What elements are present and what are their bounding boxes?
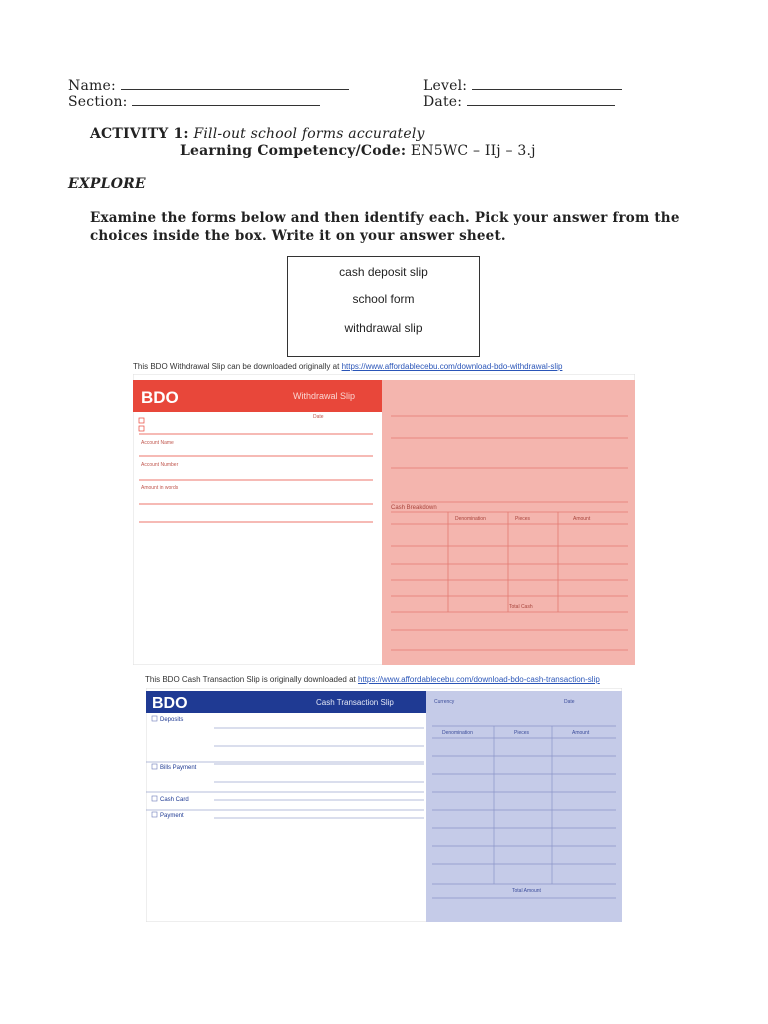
activity-line xyxy=(90,126,425,142)
cash-item-cash-card: Cash Card xyxy=(160,797,189,803)
name-label: Name: xyxy=(68,78,116,94)
withdrawal-caption-link[interactable]: https://www.affordablecebu.com/download-bdo-withdrawal-slip xyxy=(341,362,563,371)
level-blank[interactable] xyxy=(472,77,622,90)
date-label: Date: xyxy=(423,94,463,110)
cash-title: Cash Transaction Slip xyxy=(316,698,394,707)
choices-box xyxy=(287,256,480,357)
activity-title: ACTIVITY 1: xyxy=(90,126,189,142)
withdrawal-logo: BDO xyxy=(141,388,179,407)
withdrawal-caption-text: This BDO Withdrawal Slip can be downloaded originally at xyxy=(133,362,340,371)
competency-label: Learning Competency/Code: xyxy=(180,143,407,159)
cash-logo: BDO xyxy=(152,695,188,712)
section-line xyxy=(68,93,320,110)
cash-currency-label: Currency xyxy=(434,699,455,705)
name-blank[interactable] xyxy=(121,77,349,90)
withdrawal-field-account-number: Account Number xyxy=(141,462,179,468)
withdrawal-col-amount: Amount xyxy=(573,516,591,522)
cash-col-denomination: Denomination xyxy=(442,730,473,736)
withdrawal-title: Withdrawal Slip xyxy=(293,391,356,401)
explore-heading: EXPLORE xyxy=(68,176,146,192)
cash-item-payment: Payment xyxy=(160,813,184,819)
competency-line xyxy=(180,143,536,159)
cash-date-label: Date xyxy=(564,699,575,705)
name-line xyxy=(68,77,349,94)
choice-withdrawal-slip: withdrawal slip xyxy=(344,321,423,335)
cash-col-pieces: Pieces xyxy=(514,730,530,736)
withdrawal-date-label: Date xyxy=(313,414,324,420)
instruction-line-1: Examine the forms below and then identify each. Pick your answer from the xyxy=(90,210,680,226)
cash-item-bills-payment: Bills Payment xyxy=(160,765,197,771)
date-blank[interactable] xyxy=(467,93,615,106)
cash-col-amount: Amount xyxy=(572,730,590,736)
choice-school-form: school form xyxy=(352,292,415,306)
cash-total-label: Total Amount xyxy=(512,888,541,894)
withdrawal-field-amount-words: Amount in words xyxy=(141,485,179,491)
choice-cash-deposit-slip: cash deposit slip xyxy=(339,265,428,279)
cash-item-deposits: Deposits xyxy=(160,717,184,723)
level-line xyxy=(423,77,622,94)
instruction-line-2: choices inside the box. Write it on your answer sheet. xyxy=(90,228,506,244)
withdrawal-total-label: Total Cash xyxy=(509,604,533,610)
level-label: Level: xyxy=(423,78,468,94)
withdrawal-col-denomination: Denomination xyxy=(455,516,486,522)
withdrawal-caption xyxy=(133,362,562,371)
withdrawal-pink-panel xyxy=(382,380,635,665)
withdrawal-field-account-name: Account Name xyxy=(141,440,174,446)
cash-transaction-slip-image xyxy=(146,688,622,922)
withdrawal-slip-image xyxy=(133,374,635,665)
cash-caption xyxy=(145,675,600,684)
withdrawal-col-pieces: Pieces xyxy=(515,516,531,522)
date-line xyxy=(423,93,615,110)
activity-subtitle: Fill-out school forms accurately xyxy=(193,126,425,142)
withdrawal-breakdown-label: Cash Breakdown xyxy=(391,505,437,511)
section-label: Section: xyxy=(68,94,128,110)
cash-caption-link[interactable]: https://www.affordablecebu.com/download-bdo-cash-transaction-slip xyxy=(358,675,600,684)
cash-caption-text: This BDO Cash Transaction Slip is originally downloaded at xyxy=(145,675,356,684)
competency-code: EN5WC – IIj – 3.j xyxy=(410,143,536,159)
section-blank[interactable] xyxy=(132,93,320,106)
